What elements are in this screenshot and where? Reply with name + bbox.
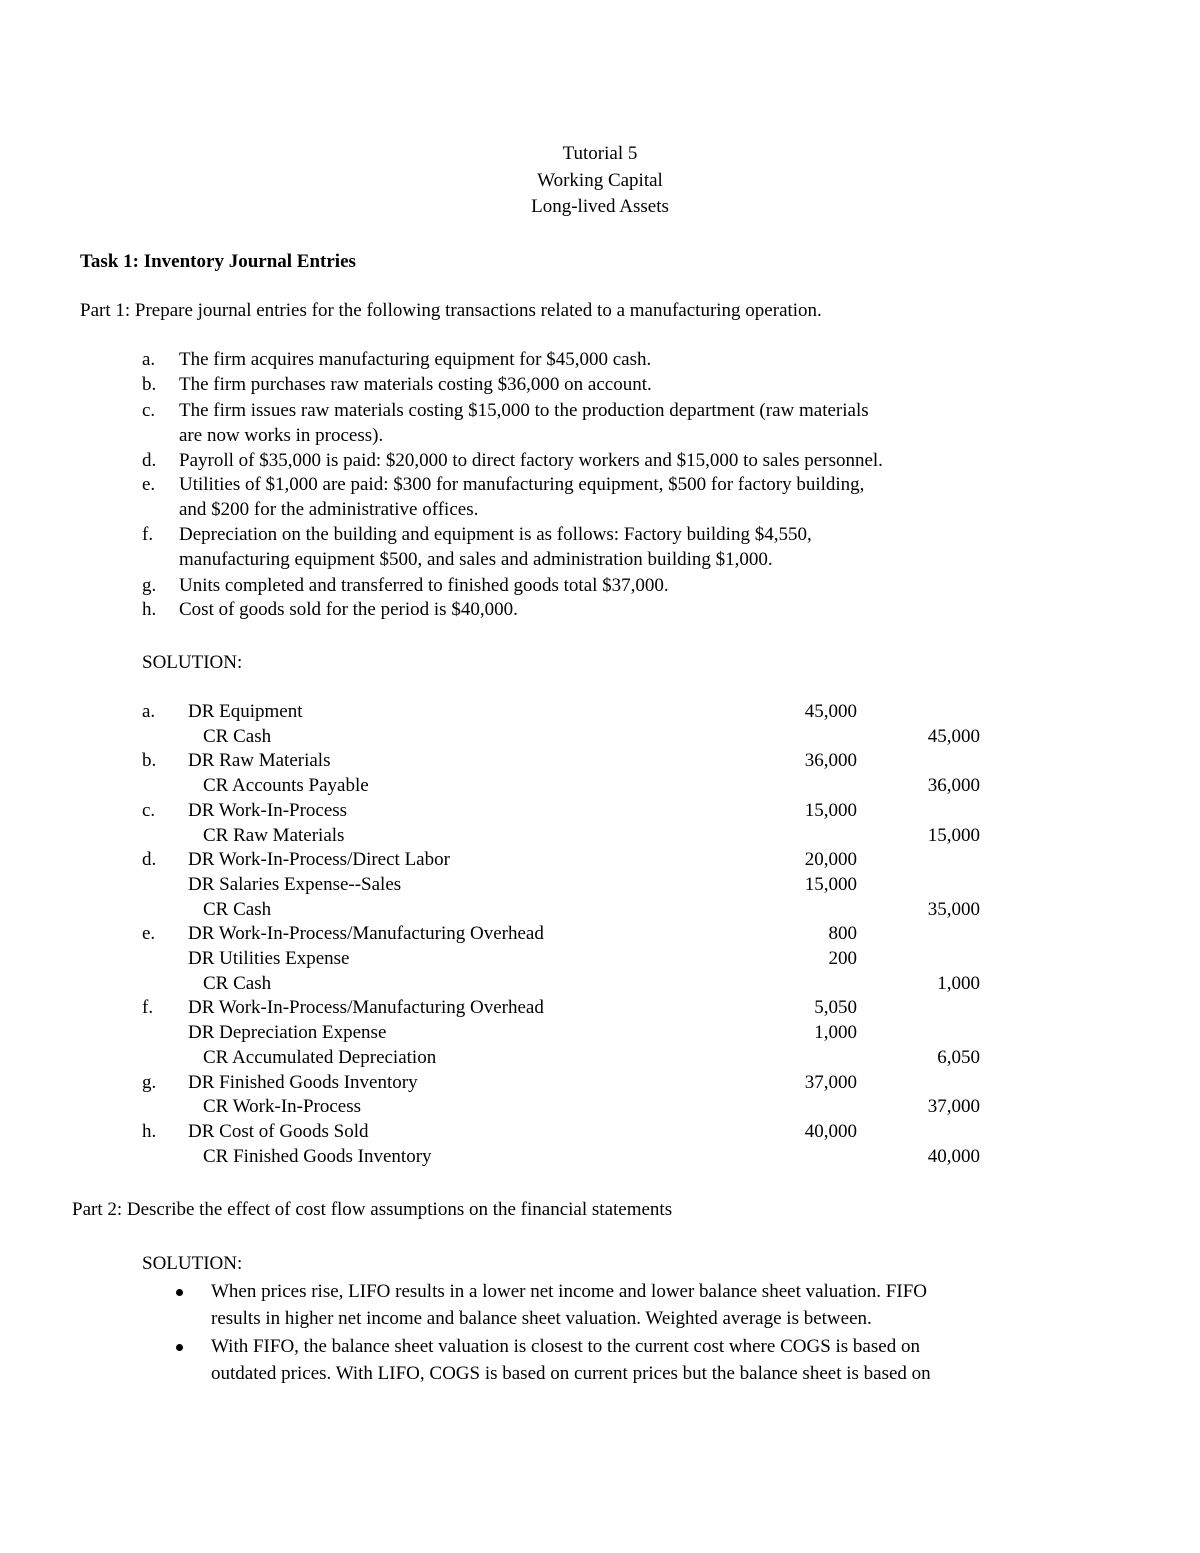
credit-account: CR Finished Goods Inventory xyxy=(203,1146,432,1167)
part2-solution-label: SOLUTION: xyxy=(142,1253,243,1274)
credit-account: CR Accumulated Depreciation xyxy=(203,1047,437,1068)
credit-amount: 40,000 xyxy=(927,1146,980,1167)
bullet-icon xyxy=(176,1289,183,1296)
credit-amount: 36,000 xyxy=(927,775,980,796)
debit-account: DR Equipment xyxy=(188,701,303,722)
debit-amount: 45,000 xyxy=(804,701,857,722)
transaction-text: and $200 for the administrative offices. xyxy=(179,499,479,520)
debit-amount: 20,000 xyxy=(804,849,857,870)
debit-account: DR Work-In-Process/Manufacturing Overhead xyxy=(188,923,544,944)
title-line-1: Tutorial 5 xyxy=(562,143,638,164)
title-line-2: Working Capital xyxy=(537,170,663,191)
task-heading: Task 1: Inventory Journal Entries xyxy=(80,251,356,272)
transaction-text: The firm purchases raw materials costing $36,000 on account. xyxy=(179,374,652,395)
bullet-text: With FIFO, the balance sheet valuation is closest to the current cost where COGS is based on xyxy=(211,1336,920,1357)
part2-prompt: Part 2: Describe the effect of cost flow assumptions on the financial statements xyxy=(72,1199,673,1220)
transaction-text: The firm issues raw materials costing $15,000 to the production department (raw materials xyxy=(179,400,869,421)
journal-entry-letter: c. xyxy=(142,800,156,821)
debit-amount: 15,000 xyxy=(804,800,857,821)
credit-account: CR Raw Materials xyxy=(203,825,345,846)
part1-prompt: Part 1: Prepare journal entries for the following transactions related to a manufacturing operation. xyxy=(80,300,822,321)
transaction-letter: f. xyxy=(142,524,154,545)
transaction-text: Cost of goods sold for the period is $40,000. xyxy=(179,599,518,620)
credit-account: CR Cash xyxy=(203,899,272,920)
credit-account: CR Accounts Payable xyxy=(203,775,369,796)
debit-amount: 1,000 xyxy=(814,1022,857,1043)
debit-account: DR Work-In-Process xyxy=(188,800,348,821)
debit-account: DR Depreciation Expense xyxy=(188,1022,387,1043)
credit-amount: 15,000 xyxy=(927,825,980,846)
transaction-letter: g. xyxy=(142,575,157,596)
debit-account: DR Work-In-Process/Direct Labor xyxy=(188,849,450,870)
transaction-text: Depreciation on the building and equipment is as follows: Factory building $4,550, xyxy=(179,524,812,545)
transaction-text: Payroll of $35,000 is paid: $20,000 to direct factory workers and $15,000 to sales personnel. xyxy=(179,450,883,471)
credit-amount: 6,050 xyxy=(937,1047,980,1068)
debit-account: DR Utilities Expense xyxy=(188,948,350,969)
journal-entry-letter: f. xyxy=(142,997,154,1018)
credit-amount: 35,000 xyxy=(927,899,980,920)
transaction-text: Utilities of $1,000 are paid: $300 for manufacturing equipment, $500 for factory building, xyxy=(179,474,865,495)
transaction-letter: e. xyxy=(142,474,156,495)
transaction-letter: b. xyxy=(142,374,157,395)
bullet-text: outdated prices. With LIFO, COGS is based on current prices but the balance sheet is based on xyxy=(211,1363,931,1384)
title-line-3: Long-lived Assets xyxy=(531,196,669,217)
solution-label: SOLUTION: xyxy=(142,652,243,673)
debit-amount: 5,050 xyxy=(814,997,857,1018)
credit-amount: 1,000 xyxy=(937,973,980,994)
debit-amount: 15,000 xyxy=(804,874,857,895)
bullet-text: results in higher net income and balance sheet valuation. Weighted average is between. xyxy=(211,1308,872,1329)
credit-amount: 37,000 xyxy=(927,1096,980,1117)
credit-account: CR Cash xyxy=(203,726,272,747)
bullet-text: When prices rise, LIFO results in a lower net income and lower balance sheet valuation. FIFO xyxy=(211,1281,927,1302)
debit-account: DR Finished Goods Inventory xyxy=(188,1072,418,1093)
transaction-text: manufacturing equipment $500, and sales and administration building $1,000. xyxy=(179,549,773,570)
bullet-icon xyxy=(176,1344,183,1351)
credit-account: CR Work-In-Process xyxy=(203,1096,362,1117)
credit-account: CR Cash xyxy=(203,973,272,994)
debit-account: DR Raw Materials xyxy=(188,750,331,771)
journal-entry-letter: a. xyxy=(142,701,156,722)
journal-entry-letter: g. xyxy=(142,1072,157,1093)
transaction-text: Units completed and transferred to finished goods total $37,000. xyxy=(179,575,669,596)
journal-entry-letter: b. xyxy=(142,750,157,771)
debit-amount: 37,000 xyxy=(804,1072,857,1093)
credit-amount: 45,000 xyxy=(927,726,980,747)
debit-account: DR Work-In-Process/Manufacturing Overhead xyxy=(188,997,544,1018)
debit-amount: 800 xyxy=(828,923,857,944)
debit-amount: 200 xyxy=(828,948,857,969)
transaction-letter: h. xyxy=(142,599,157,620)
transaction-letter: c. xyxy=(142,400,156,421)
debit-amount: 40,000 xyxy=(804,1121,857,1142)
transaction-text: The firm acquires manufacturing equipment for $45,000 cash. xyxy=(179,349,652,370)
transaction-letter: d. xyxy=(142,450,157,471)
debit-account: DR Cost of Goods Sold xyxy=(188,1121,369,1142)
journal-entry-letter: d. xyxy=(142,849,157,870)
debit-amount: 36,000 xyxy=(804,750,857,771)
transaction-letter: a. xyxy=(142,349,156,370)
transaction-text: are now works in process). xyxy=(179,425,384,446)
journal-entry-letter: e. xyxy=(142,923,156,944)
journal-entry-letter: h. xyxy=(142,1121,157,1142)
debit-account: DR Salaries Expense--Sales xyxy=(188,874,402,895)
